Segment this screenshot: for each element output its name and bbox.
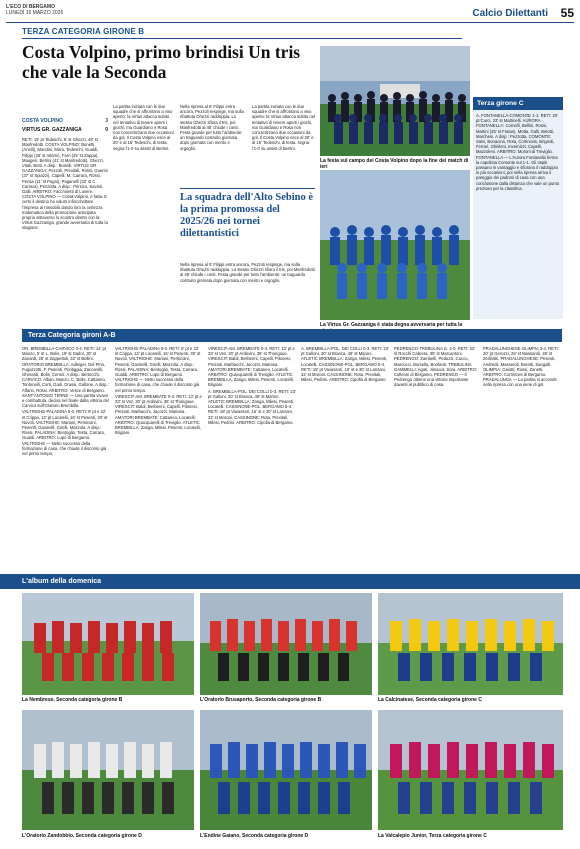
sidebox-text: A. FONTANELLA-COMONTE 1-1. RETI: 20' pt Curci, 33' st Martinelli. AURORA FONTANELLA: Cornelli, Bellini, Rossi, Martini (25' st Fratus), Motta, Galli, Belotti, Marchesi. A disp.: Pezzotta. COMONTE: Salvi, Bonacina, Rota, Cortinovis, Brignoli, Ferrari, Ghisleni, Invernizzi, Capelli, Mazzoleni. ARBITRO: Moroni di Treviglio. FONTANELLA — L'Aurora Fontanella ferma la capolista Comonte sul 1-1. Gli ospiti passano in vantaggio e sfiorano il raddoppio in più occasioni, poi nella ripresa arriva il pareggio dei padroni di casa con una conclusione dalla distanza che vale un punto prezioso per la classifica.: [476, 113, 560, 191]
article-col-4: [180, 262, 315, 322]
album-photo-brusaporto: [200, 593, 372, 695]
lower-col-2: [115, 346, 203, 568]
article-text-2: La partita iniziata con le due squadre che si affrontano a viso aperto: la Virtus attacca subito nel tentativo di tenere aperti i giochi, ma Guardiano e Rosa non concretizzano due occasioni da gol. Il Costa Volpino esce al 20' e al 15' Tedeschi, di testa, segna l'1-0 su assist di Bertini.: [113, 104, 174, 151]
quote-rule: [180, 188, 315, 189]
article-text-5: Nella ripresa al 8' Filippi entra ancora, Pezzoli respinge, ma sulla ribattuta Ghezzi raddoppia. Lo stesso Ghezzi sfiora il tris, poi Manfredotti al 48' chiude i conti. Festa grande per tutto l'ambiente: un traguardo costruito giornata dopo giornata con merito e orgoglio.: [180, 262, 315, 283]
article-text-3: Nella ripresa al 8' Filippi entra ancora, Pezzoli respinge, ma sulla ribattuta Ghezzi raddoppia. Lo stesso Ghezzi sfiora il tris, poi Manfredotti al 48' chiude i conti. Festa grande per tutto l'ambiente: un traguardo costruito giornata dopo giornata con merito e orgoglio.: [180, 104, 244, 151]
article-text-4: La partita iniziata con le due squadre che si affrontano a viso aperto: la Virtus attacca subito nel tentativo di tenere aperti i giochi, ma Guardiano e Rosa non concretizzano due occasioni da gol. Il Costa Volpino esce al 20' e al 15' Tedeschi, di testa, segna l'1-0 su assist di Bertini.: [252, 104, 315, 151]
lower-text-9: PRADALUNGHESE-OLIMPIA 3-4. RETI: 20' pt Gerozzi, 28' st Massaroli, 49' st Zeilinski. PRADALUNGHESE: Pesenti, Andreoli, Masseroli, Beretti, Sangalli. OLIMPIA: Gaiotti, Rossi, Zanetti. ARBITRO: Cortinovis di Bergamo. PRADALUNGA — La partita si accende nella ripresa con una serie di gol.: [483, 346, 559, 388]
sidebox-terza-c: [473, 97, 563, 319]
paper-name: L'ECO DI BERGAMO: [6, 4, 55, 10]
paper-info: [6, 4, 63, 16]
lower-text-4: VIRESCIT-AM. BREMBATE 0-4. RETI: 13' pt e 33' st Vez, 20' pt Ardovini, 35' st Thongoue. VIRESCIT: Baldi, Berbenni, Capelli, Pilonesi, Preziati, Marbacchi, Jacozzi, Mariana. AMATORI BREMBATE: Cattaneo, Locatelli. ARBITRO: Quacquarelli di Treviglio. ATLETIC BREMBILLA: Zanga, Milesi, Pesenti, Locatelli, Brigiani.: [115, 393, 202, 436]
album-caption-1: La Nembrese, Seconda categoria girone B: [22, 697, 123, 703]
album-photo-valcalepio: [378, 710, 563, 830]
lower-text-3: VALTRIGHE-PALADINA 5-0. RETI: 6' pt e 22' st Crippa, 13' pt Locatelli, 16' st Pesenti, 30' st Nuvoli. VALTRIGHE: Mariani, Persicoini, Pesenti, Gavinelli, Girelli, Mazzola. A disp.: Rossi. PALADINA: Bentoglio, Testa, Carrara, Gualdi. ARBITRO: Lupo di Bergamo. VALTRIGHE — Netto successo della formazione di casa, che chiude il discorso già nel primo tempo.: [115, 346, 201, 393]
lower-col-5: [394, 346, 478, 568]
album-photo-zandobbio: [22, 710, 194, 830]
article-headline: Costa Volpino, primo brindisi Un tris che vale la Seconda: [22, 42, 301, 82]
lower-text-8: PEDRENGO-TREBULINA G. 2-0. RETI: 22' st Rocchi Cabrera, 38' st Marcantoni. PEDRENGO: Zambelli, Peduzzi, Cucco, Marcucci, Borsella, Bonfanti. TREBULINA GAMMELLI: Agati, Jimacut, Sora. ARBITRO: Colleoni di Bergamo. PEDRENGO — Il Pedrengo ottiene una vittoria importante davanti al pubblico di casa.: [394, 346, 478, 388]
album-caption-5: L'Endine Gaiano, Seconda categoria girone D: [200, 833, 309, 839]
kicker-rule: [22, 38, 462, 39]
album-band: L'album della domenica: [0, 574, 580, 589]
quote-text: La squadra dell'Alto Sebino è la prima promossa del 2025/26 nei tornei dilettantistici: [180, 192, 314, 239]
score-home: [22, 118, 108, 124]
article-text-1: RETI: 15' pt Tedeschi, 8' st Ghezzi, 48' st Manfredotti. COSTA VOLPINO: Bonetti (Anelli), Mondini, Mirra, Tedeschi, Gualdi, Filippi (26' st Interni), Ferri (25' st Zappa), Maugeri, Bertini (41' st Manfredotti), Ghezzi, Vitali, Botti. A disp.: Bonelli. VIRTUS GR. GAZZANIGA: Pezzoli, Previtali, Rossi, Guerini (37' st Spiazzi), Capelli, M. Carrara, Rossi, Pensa (11' st Pugni), Paganelli (32' st C. Carrara), Pezzotta. A disp.: Persico, Saviori, Galli. ARBITRO: Facchinetti di Lovere. COSTA VOLPINO — Costa Volpino, è fatta. E certo il destino ha voluto infiocchettare l'impresa ai rossoblù dando loro la certezza matematica della promozione anticipata proprio attraverso lo scontro diretto con la Virtus Gazzaniga, grande avversaria di tutta la stagione.: [22, 137, 108, 231]
top-photo-caption: La festa sul campo dei Costa Volpino dopo la fine dei match di ieri: [320, 158, 469, 170]
lower-col-6: [483, 346, 563, 568]
page-header: [6, 4, 574, 22]
score-away-value: 0: [105, 127, 108, 133]
album-caption-3: La Calcinatese, Seconda categoria girone C: [378, 697, 482, 703]
virtus-team-photo: [320, 170, 470, 320]
album-photo-nembrese: [22, 593, 194, 695]
lower-text-5: VIRESCIT-AM. BREMBATE 0-4. RETI: 13' pt e 33' st Vez, 20' pt Ardovini, 35' st Thongoue. VIRESCIT: Baldi, Berbenni, Capelli, Pilonesi, Preziati, Marbacchi, Jacozzi, Mariana. AMATORI BREMBATE: Cattaneo, Locatelli. ARBITRO: Quacquarelli di Treviglio. ATLETIC BREMBILLA: Zanga, Milesi, Pesenti, Locatelli, Brigiani.: [208, 346, 295, 388]
album-caption-6: La Valcalepio Junior, Terza categoria girone C: [378, 833, 487, 839]
album-photo-endine: [200, 710, 372, 830]
section-band-ab: Terza Categoria gironi A-B: [22, 329, 562, 342]
score-away: [22, 127, 108, 133]
sidebox-title: Terza girone C: [473, 97, 563, 110]
header-rule: [6, 22, 574, 23]
score-home-value: 3: [105, 118, 108, 124]
paper-date: LUNEDÌ 16 MARZO 2026: [6, 10, 64, 16]
lower-text-6: A. BREMBILLA-POL. DEI COLLI 0-3. RETI: 23' pt Galloni, 30' st Branca, 49' st Marino. ATLETIC BREMBILLA: Zanga, Milesi, Pesenti, Locatelli. CASSINONE-POL. BERGAMO 5-4. RETI: 18' pt Vavassori, 16' st e 30' st Lanzani, 32' st Moroni. CASSINONE: Rota, Previtali, Milesi, Pedrini. ARBITRO: Cipolla di Bergamo.: [208, 388, 296, 425]
album-caption-4: L'Oratorio Zandobbio, Seconda categoria girone D: [22, 833, 142, 839]
page-number: 55: [560, 6, 574, 20]
article-col-3b: [252, 104, 315, 184]
article-col-2: [113, 104, 175, 322]
lower-col-4: [301, 346, 389, 568]
lower-text-2: VALTRIGHE-PALADINA 5-0. RETI: 6' pt e 22' st Crippa, 13' pt Locatelli, 16' st Pesenti, 30' st Nuvoli. VALTRIGHE: Mariani, Persicoini, Pesenti, Gavinelli, Girelli, Mazzola. A disp.: Rossi. PALADINA: Bentoglio, Testa, Carrara, Gualdi. ARBITRO: Lupo di Bergamo. VALTRIGHE — Netto successo della formazione di casa, che chiude il discorso già nel primo tempo.: [22, 409, 108, 457]
section-title: Calcio Dilettanti: [472, 8, 548, 19]
lower-col-1: [22, 346, 110, 568]
lower-col-3: [208, 346, 296, 568]
album-caption-2: L'Oratorio Brusaporto, Seconda categoria girone B: [200, 697, 322, 703]
article-col-3a: [180, 104, 247, 184]
lower-text-7: A. BREMBILLA-POL. DEI COLLI 0-3. RETI: 23' pt Galloni, 30' st Branca, 49' st Marino. ATLETIC BREMBILLA: Zanga, Milesi, Pesenti, Locatelli. CASSINONE-POL. BERGAMO 5-4. RETI: 18' pt Vavassori, 16' st e 30' st Lanzani, 32' st Moroni. CASSINONE: Rota, Previtali, Milesi, Pedrini. ARBITRO: Cipolla di Bergamo.: [301, 346, 389, 383]
album-photo-calcinatese: [378, 593, 563, 695]
score-away-team: VIRTUS GR. GAZZANIGA: [22, 127, 82, 133]
article-kicker: TERZA CATEGORIA GIRONE B: [22, 27, 145, 36]
pull-quote: [180, 188, 315, 240]
lower-text-1: OR. BREMBILLA-CARVICO 3-4. RETI: 14' pt Manzo, 5' st L. Bolis, 19' st Dador, 30' st Zanardi, 28' st Zappettoli, 33' st Bellini. ORATORIO BREMBILLA: Adleiger, Del Pino, Fugazzotti, F. Pesenti, Pontiggia, Zaccarelli, Gherardi, Bolis, Ceroni. A disp.: Bertocchi. CARVICO: Alban, Manzo, C. Bolis, Cattaneo, Tontonelli, Corti, Gaiti, Grassi, Gallone. A disp.: Alfano, Rossi. ARBITRO: Vesce di Bergamo. SANT'ANTONIO TERNE — Una partita vivace e combattuta, decisa nel finale dalla vittoria del Carvico sull'Oratorio Brembilla.: [22, 346, 109, 409]
article-col-1: [22, 137, 108, 322]
score-home-team: COSTA VOLPINO: [22, 118, 63, 124]
bottom-photo-caption: La Virtus Gr. Gazzaniga è stata degna avversaria per tutta la: [320, 322, 463, 328]
team-celebration-photo: [320, 46, 470, 156]
